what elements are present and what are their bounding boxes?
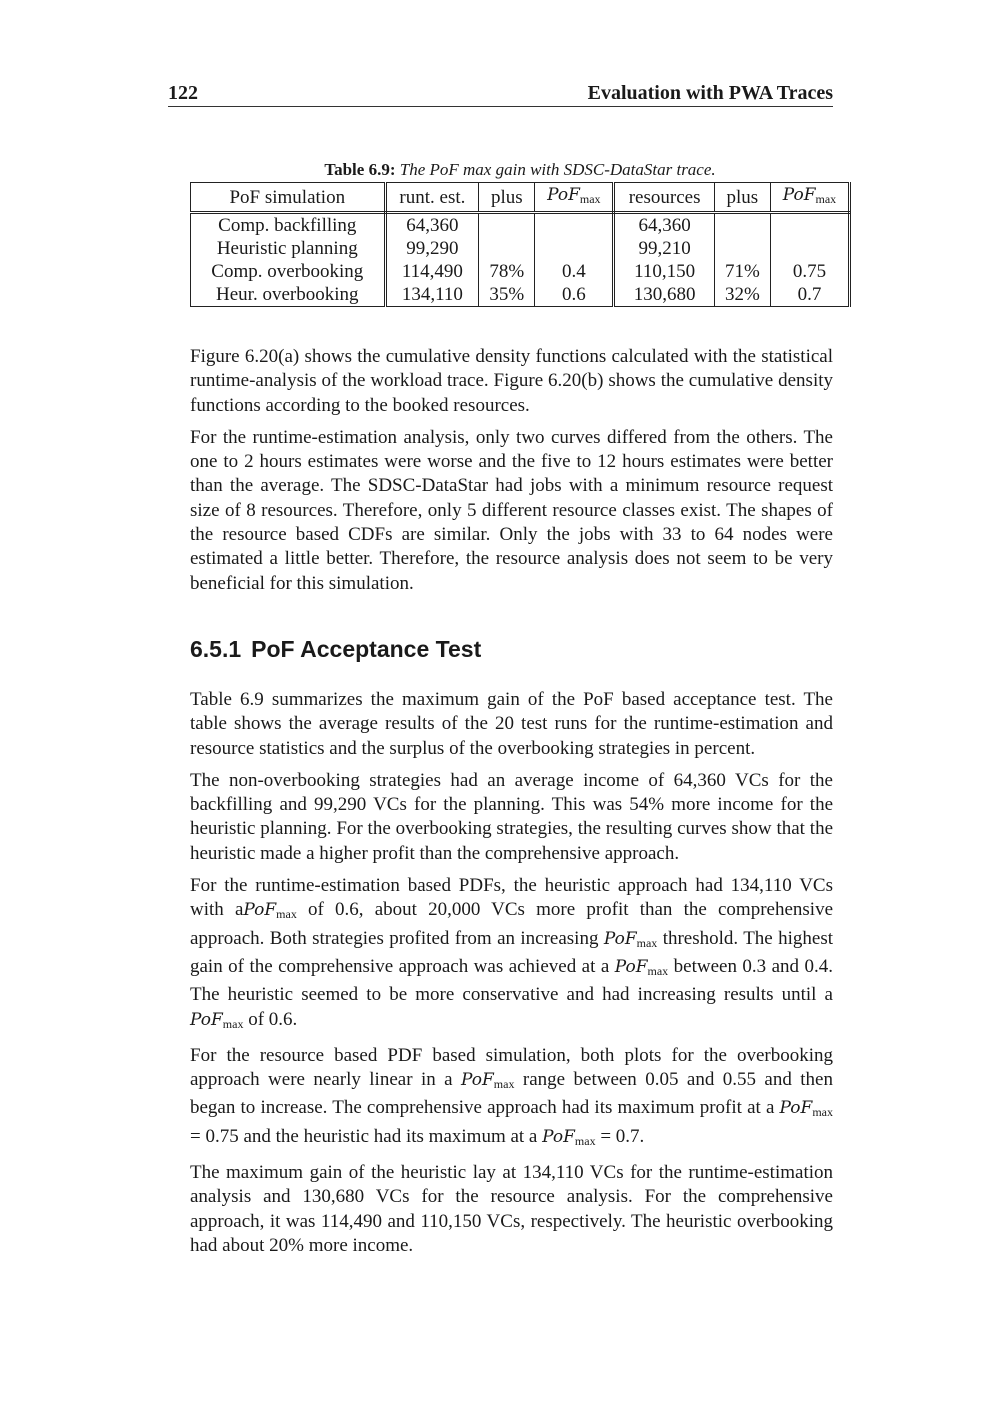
paragraph: Figure 6.20(a) shows the cumulative density functions calculated with the statistical runtime-analysis of the workload trace. Figure 6.20(b) shows the cumulative density functions according to the booked resources.	[190, 346, 833, 416]
table-cell: Comp. overbooking	[191, 260, 386, 283]
table-cell: 35%	[479, 283, 535, 307]
section-number: 6.5.1	[190, 636, 242, 662]
table-cell: 99,210	[614, 237, 714, 260]
table-cell: Heuristic planning	[191, 237, 386, 260]
table-row	[191, 213, 850, 238]
table-row	[191, 283, 850, 307]
table-cell: 71%	[714, 260, 770, 283]
table-cell	[770, 237, 849, 260]
table-cell: 110,150	[614, 260, 714, 283]
body-text-bottom	[190, 688, 833, 1266]
paragraph: For the runtime-estimation based PDFs, the heuristic approach had 134,110 VCs with aPoF$_{max}$ of 0.6, about 20,000 VCs more profit than the comprehensive approach. Both strategies profited from an increasing PoF$_{max}$ threshold. The highest gain of the comprehensive approach was achieved at a PoF$_{max}$ between 0.3 and 0.4. The heuristic seemed to be more conservative and had increasing results until a PoF$_{max}$ of 0.6.	[190, 875, 834, 1031]
col-header-simulation: PoF simulation	[191, 183, 386, 213]
col-header-pofmax: PoF$_{max}$	[535, 183, 614, 213]
running-header	[168, 80, 833, 107]
paragraph: Table 6.9 summarizes the maximum gain of the PoF based acceptance test. The table shows the average results of the 20 test runs for the runtime-estimation and resource statistics and the surplus of the overbooking strategies in percent.	[190, 689, 833, 759]
table-cell: 114,490	[385, 260, 479, 283]
table-cell: 0.6	[535, 283, 614, 307]
table-cell: 64,360	[385, 213, 479, 238]
table-row	[191, 237, 850, 260]
page-number: 122	[168, 82, 198, 104]
table-cell	[535, 237, 614, 260]
table-cell	[770, 213, 849, 238]
pof-gain-table	[190, 182, 851, 307]
section-title: PoF Acceptance Test	[251, 636, 482, 662]
table-cell: Comp. backfilling	[191, 213, 386, 238]
table-cell: 130,680	[614, 283, 714, 307]
table-row	[191, 260, 850, 283]
table-cell: 134,110	[385, 283, 479, 307]
col-header-runt-est: runt. est.	[385, 183, 479, 213]
table-caption-text: The PoF max gain with SDSC-DataStar trace.	[399, 160, 716, 179]
table-cell: 78%	[479, 260, 535, 283]
table-caption-label: Table 6.9:	[324, 160, 396, 179]
table-cell: 0.4	[535, 260, 614, 283]
table-cell	[479, 237, 535, 260]
body-text-top	[190, 345, 833, 604]
table-header-row	[191, 183, 850, 213]
paragraph: The non-overbooking strategies had an average income of 64,360 VCs for the backfilling and 99,290 VCs for the planning. This was 54% more income for the heuristic planning. For the overbooking strategies, the resulting curves show that the heuristic made a higher profit than the comprehensive approach.	[190, 769, 833, 864]
table-cell	[714, 237, 770, 260]
table-cell	[479, 213, 535, 238]
table-cell: 0.75	[770, 260, 849, 283]
col-header-plus: plus	[479, 183, 535, 213]
table-cell: 32%	[714, 283, 770, 307]
col-header-pofmax-2: PoF$_{max}$	[770, 183, 849, 213]
table-cell: Heur. overbooking	[191, 283, 386, 307]
table-cell: 64,360	[614, 213, 714, 238]
col-header-resources: resources	[614, 183, 714, 213]
col-header-plus-2: plus	[714, 183, 770, 213]
paragraph: The maximum gain of the heuristic lay at 134,110 VCs for the runtime-estimation analysis and 130,680 VCs for the resource analysis. For the comprehensive approach, it was 114,490 and 110,150 VCs, respectively. The heuristic overbooking had about 20% more income.	[190, 1162, 833, 1256]
paragraph: For the resource based PDF based simulation, both plots for the overbooking approach were nearly linear in a PoF$_{max}$ range between 0.05 and 0.55 and then began to increase. The comprehensive approach had its maximum profit at a PoF$_{max}$ = 0.75 and the heuristic had its maximum at a PoF$_{max}$ = 0.7.	[190, 1044, 833, 1148]
running-title: Evaluation with PWA Traces	[587, 82, 833, 104]
table-cell	[714, 213, 770, 238]
table-cell: 99,290	[385, 237, 479, 260]
section-heading	[190, 636, 481, 663]
table-cell: 0.7	[770, 283, 849, 307]
table-cell	[535, 213, 614, 238]
paragraph: For the runtime-estimation analysis, only two curves differed from the others. The one to 2 hours estimates were worse and the five to 12 hours estimates were better than the average. The SDSC-DataStar had jobs with a minimum resource request size of 8 resources. Therefore, only 5 different resource classes exist. The shapes of the resource based CDFs are similar. Only the jobs with 33 to 64 nodes were estimated a little better. Therefore, the resource analysis does not seem to be very beneficial for this simulation.	[190, 426, 833, 594]
table-caption	[190, 160, 850, 180]
